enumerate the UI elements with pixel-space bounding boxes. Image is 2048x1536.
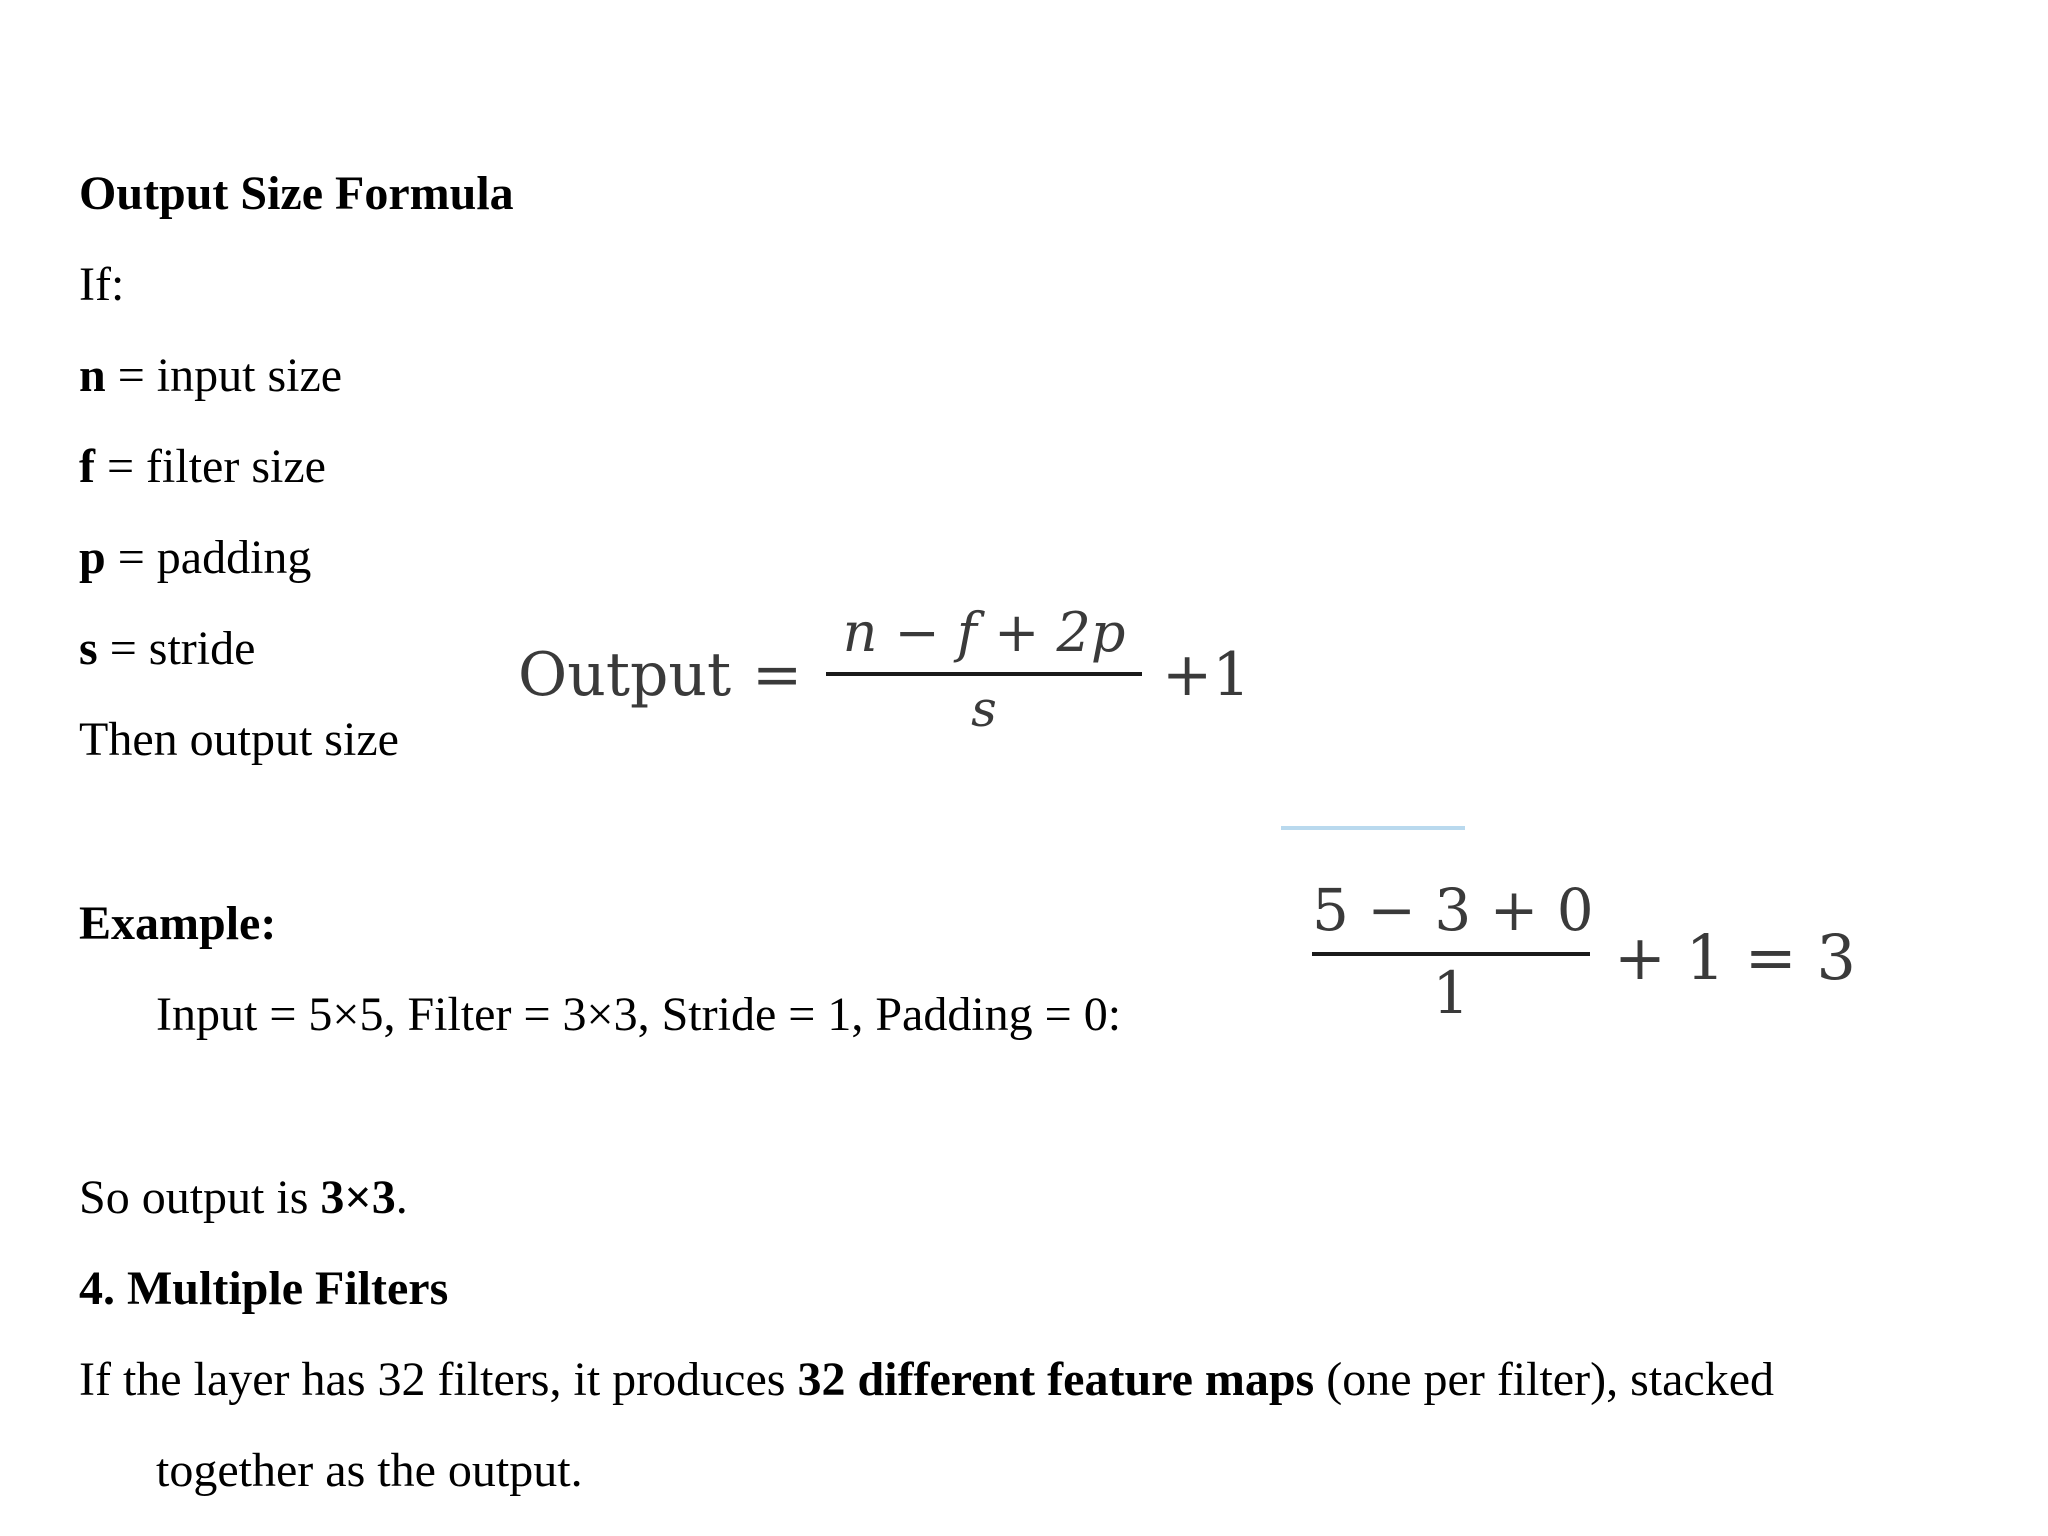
example-fraction-bar [1312,952,1590,956]
formula-tail: +1 [1162,640,1251,710]
paragraph-prefix: If the layer has 32 filters, it produces [79,1353,798,1406]
symbol-f: f [79,440,95,493]
definition-p [79,530,311,586]
formula-fraction [826,600,1142,738]
section-heading-output-size: Output Size Formula [79,167,514,220]
formula-fraction-bar [826,672,1142,676]
conclusion [79,1170,408,1226]
definition-p-text: = padding [105,531,312,584]
conclusion-suffix: . [395,1171,408,1224]
symbol-p: p [79,531,106,584]
section-title-multiple-filters: 4. Multiple Filters [79,1262,449,1315]
definition-f [79,439,326,495]
example-label: Example: [79,897,277,950]
symbol-n: n [79,349,106,402]
formula-numerator: n − f + 2p [842,601,1126,664]
example-tail: + 1 = 3 [1614,921,1856,994]
example-denominator: 1 [1432,959,1470,1027]
section-paragraph-line-2: together as the output. [156,1444,583,1497]
definition-n [79,348,342,404]
example-numerator: 5 − 3 + 0 [1312,876,1594,944]
accent-divider [1281,826,1465,830]
formula-lhs: Output [518,640,732,710]
section-paragraph-line-1 [79,1352,1774,1408]
paragraph-bold: 32 different feature maps [797,1353,1315,1406]
example-fraction [1312,876,1594,1027]
symbol-s: s [79,622,98,675]
example-text: Input = 5×5, Filter = 3×3, Stride = 1, Padding = 0: [156,988,1122,1041]
definition-s-text: = stride [97,622,256,675]
paragraph-suffix: (one per filter), stacked [1314,1353,1775,1406]
definition-n-text: = input size [105,349,343,402]
if-label: If: [79,258,125,311]
then-output-size: Then output size [79,713,399,766]
formula-denominator: s [971,680,997,738]
conclusion-prefix: So output is [79,1171,321,1224]
definition-f-text: = filter size [94,440,326,493]
formula-equals: = [752,640,803,710]
conclusion-value: 3×3 [320,1171,396,1224]
definition-s [79,621,255,677]
